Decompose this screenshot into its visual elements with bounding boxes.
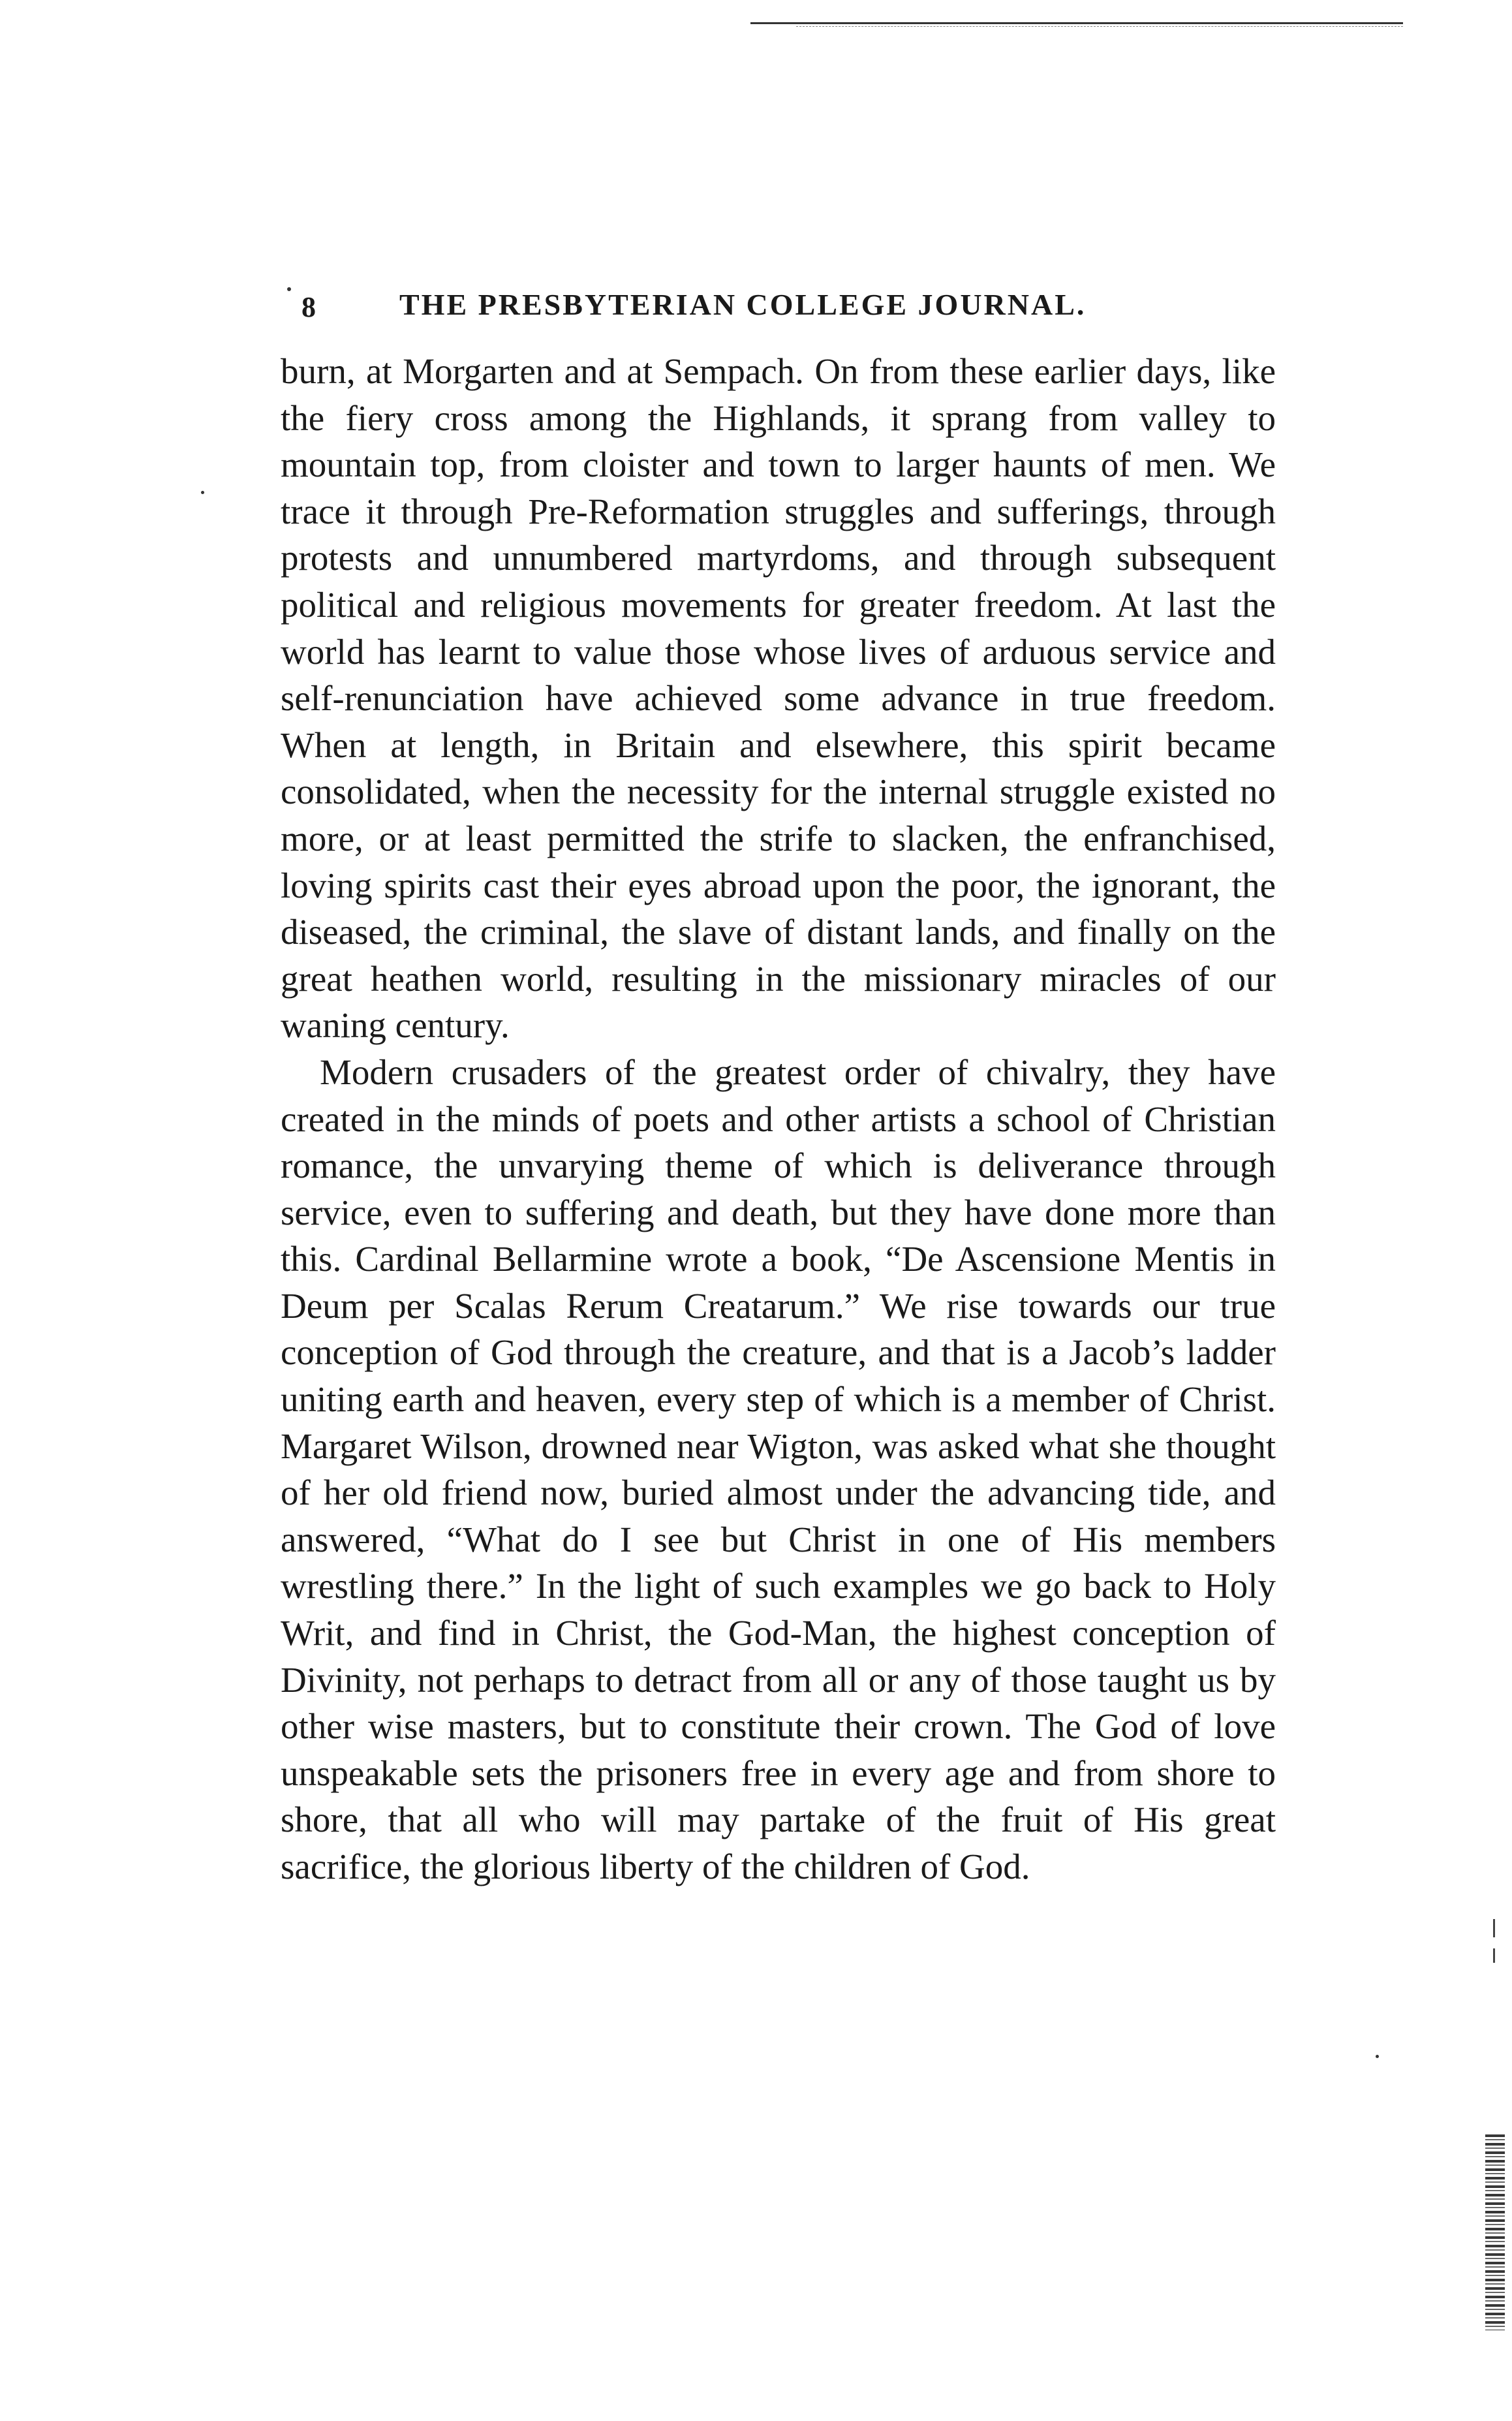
scan-speck [1376, 2055, 1379, 2058]
paragraph: burn, at Morgarten and at Sempach. On from these earlier days, like the fiery cross among the Highlands, it sprang from valley to mountain top, from cloister and town to larger haunts of men. We trace it through Pre-Reformation struggles and sufferings, through protests and unnumbered martyrdoms, and through subsequent political and religious movements for greater freedom. At last the world has learnt to value those whose lives of arduous service and self-renunciation have achieved some advance in true freedom. When at length, in Britain and elsewhere, this spirit became consolidated, when the necessity for the internal struggle existed no more, or at least permitted the strife to slacken, the enfranchised, loving spirits cast their eyes abroad upon the poor, the ignorant, the diseased, the criminal, the slave of distant lands, and finally on the great heathen world, resulting in the missionary miracles of our waning century. [281, 351, 1276, 1046]
scan-edge-mark [1493, 1948, 1495, 1963]
scan-top-rule [750, 22, 1403, 24]
article-body [281, 348, 1276, 1890]
scan-top-rule-faint [796, 26, 1403, 27]
scan-speck [201, 491, 204, 494]
scan-edge-mark [1493, 1919, 1495, 1937]
page-number: 8 [301, 291, 316, 323]
scan-speck [287, 287, 291, 291]
running-head: THE PRESBYTERIAN COLLEGE JOURNAL. [399, 288, 1087, 321]
scan-edge-strip [1485, 2134, 1505, 2330]
paragraph: Modern crusaders of the greatest order of chivalry, they have created in the minds of poets and other artists a school of Christian romance, the unvarying theme of which is deliverance through service, even to suffering and death, but they have done more than this. Cardinal Bellarmine wrote a book, “De Ascensione Mentis in Deum per Scalas Rerum Creatarum.” We rise towards our true conception of God through the creature, and that is a Jacob’s ladder uniting earth and heaven, every step of which is a member of Christ. Margaret Wilson, drowned near Wigton, was asked what she thought of her old friend now, buried almost under the advancing tide, and answered, “What do I see but Christ in one of His members wrestling there.” In the light of such examples we go back to Holy Writ, and find in Christ, the God-Man, the highest conception of Divinity, not perhaps to detract from all or any of those taught us by other wise masters, but to constitute their crown. The God of love unspeakable sets the prisoners free in every age and from shore to shore, that all who will may partake of the fruit of His great sacrifice, the glorious liberty of the children of God. [281, 1052, 1276, 1886]
